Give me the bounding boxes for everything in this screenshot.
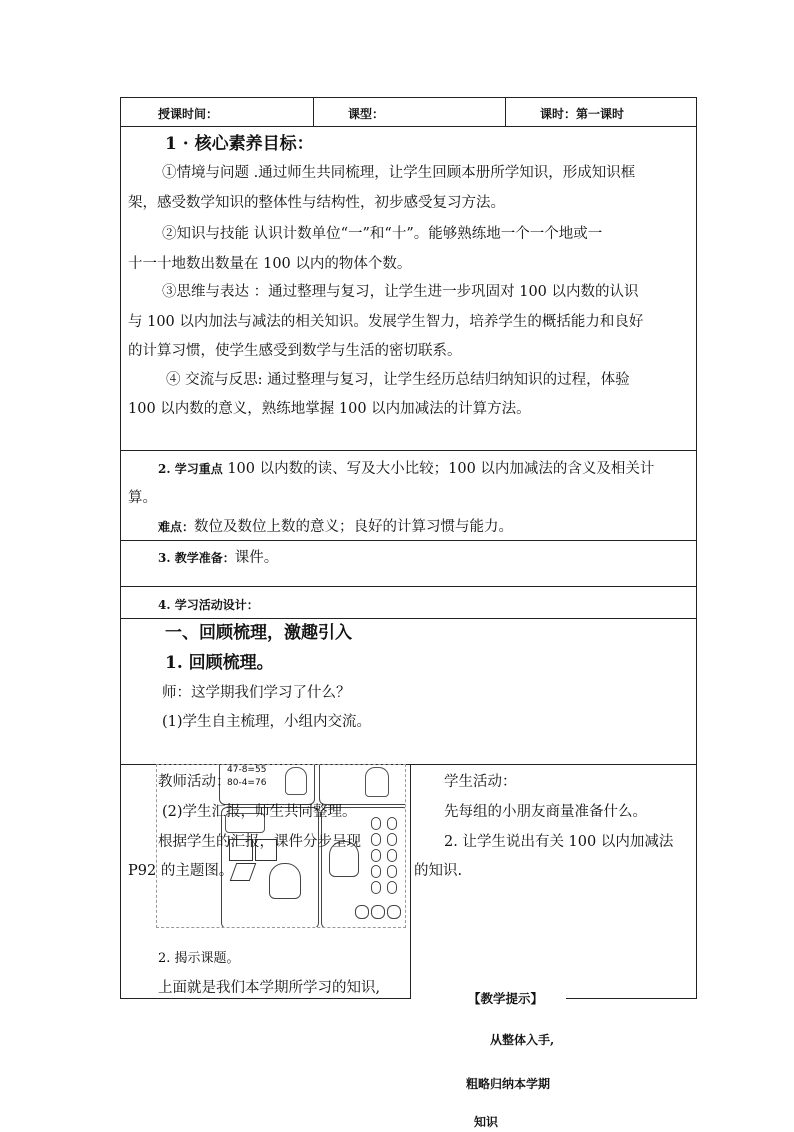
teacher-question: 师：这学期我们学习了什么？ [162, 685, 351, 701]
goal-line: ①情境与问题 .通过师生共同梳理，让学生回顾本册所学知识，形成知识框 [162, 165, 636, 181]
step-two: (2)学生汇报，师生共同整理。 [162, 804, 357, 820]
teaching-tip-line: 知识 [474, 1115, 499, 1129]
summary-line: 上面就是我们本学期所学习的知识, [158, 980, 381, 996]
section2-bottom [120, 540, 697, 541]
table-bottom-left [120, 998, 410, 999]
face-icon [355, 905, 369, 919]
reveal-topic: 2. 揭示课题。 [158, 951, 240, 966]
counter-bead-icon [387, 881, 397, 894]
child-figure-icon [285, 767, 307, 795]
equation-1: 47-8=55 [227, 765, 267, 775]
boy-figure-icon [269, 863, 301, 899]
preparation-text: 课件。 [234, 550, 279, 566]
header-divider-2 [505, 97, 506, 127]
difficulty-text: 数位及数位上数的意义；良好的计算习惯与能力。 [194, 519, 514, 535]
key-points-label: 2. 学习重点 [158, 462, 223, 476]
key-points-text: 100 以内数的读、写及大小比较；100 以内加减法的含义及相关计 [222, 461, 655, 477]
counter-bead-icon [387, 865, 397, 878]
goal-line: 十一十地数出数量在 100 以内的物体个数。 [128, 256, 412, 272]
equation-2: 80-4=76 [227, 778, 267, 788]
teaching-tip-title: 【教学提示】 [468, 991, 544, 1006]
section3-bottom [120, 586, 697, 587]
header-divider-1 [313, 97, 314, 127]
student-activity-label: 学生活动： [444, 774, 517, 790]
goal-line: 的计算习惯，使学生感受到数学与生活的密切联系。 [128, 343, 462, 359]
table-bottom-right [566, 998, 697, 999]
counter-bead-icon [371, 849, 381, 862]
goal-line: 架，感受数学知识的整体性与结构性，初步感受复习方法。 [128, 195, 505, 211]
teaching-tip-line: 从整体入手, [490, 1033, 555, 1047]
section4-label-bottom [120, 618, 697, 619]
illustration-panel-top-right [319, 764, 406, 805]
counter-bead-icon [387, 817, 397, 830]
activity-design-label: 4. 学习活动设计： [158, 598, 259, 612]
teaching-tip-line: 粗略归纳本学期 [466, 1077, 551, 1091]
difficulty-label: 难点： [158, 520, 195, 534]
goal-line: ④ 交流与反思: 通过整理与复习，让学生经历总结归纳知识的过程，体验 [166, 372, 630, 388]
teacher-activity-label: 教师活动： [158, 774, 231, 790]
difficulty-line [158, 517, 513, 537]
part-one-title: 一、回顾梳理，激趣引入 [165, 623, 352, 643]
counter-bead-icon [387, 833, 397, 846]
goal-line: ③思维与表达 ：通过整理与复习，让学生进一步巩固对 100 以内数的认识 [162, 284, 639, 300]
counter-bead-icon [387, 849, 397, 862]
teacher-figure-icon [365, 767, 389, 797]
goal-line: 100 以内数的意义，熟练地掌握 100 以内加减法的计算方法。 [128, 401, 531, 417]
lesson-period-label: 课时：第一课时 [540, 107, 625, 121]
student-activity-2-cont: 的知识. [414, 863, 463, 879]
counter-bead-icon [371, 817, 381, 830]
presentation-line-2: P92 的主题图。 [128, 863, 234, 879]
student-activity-1: 先每组的小朋友商量准备什么。 [444, 804, 647, 820]
table-top-border [120, 97, 697, 98]
section1-bottom [120, 450, 697, 451]
counter-bead-icon [371, 833, 381, 846]
counter-bead-icon [371, 865, 381, 878]
preparation-line [158, 548, 278, 568]
counter-bead-icon [371, 881, 381, 894]
face-icon [371, 905, 385, 919]
goal-line: 与 100 以内加法与减法的相关知识。发展学生智力，培养学生的概括能力和良好 [128, 314, 644, 330]
core-goals-heading: 1 · 核心素养目标： [165, 134, 314, 154]
face-icon [387, 905, 401, 919]
header-row-bottom [120, 126, 697, 127]
preparation-label: 3. 教学准备： [158, 551, 235, 565]
step-one: (1)学生自主梳理，小组内交流。 [162, 714, 372, 730]
review-subtitle: 1. 回顾梳理。 [165, 653, 274, 673]
table-left-border [120, 97, 121, 999]
activity-divider [410, 764, 411, 999]
key-points-line [158, 459, 654, 479]
goal-line: ②知识与技能 认识计数单位“一”和“十”。能够熟练地一个一个地或一 [162, 226, 603, 242]
key-points-continuation: 算。 [128, 490, 157, 506]
lesson-type-label: 课型： [348, 107, 385, 121]
class-time-label: 授课时间： [158, 107, 219, 121]
table-right-border [696, 97, 697, 999]
presentation-line: 根据学生的汇报，课件分步呈现 [158, 834, 361, 850]
student-activity-2: 2. 让学生说出有关 100 以内加减法 [444, 834, 674, 850]
